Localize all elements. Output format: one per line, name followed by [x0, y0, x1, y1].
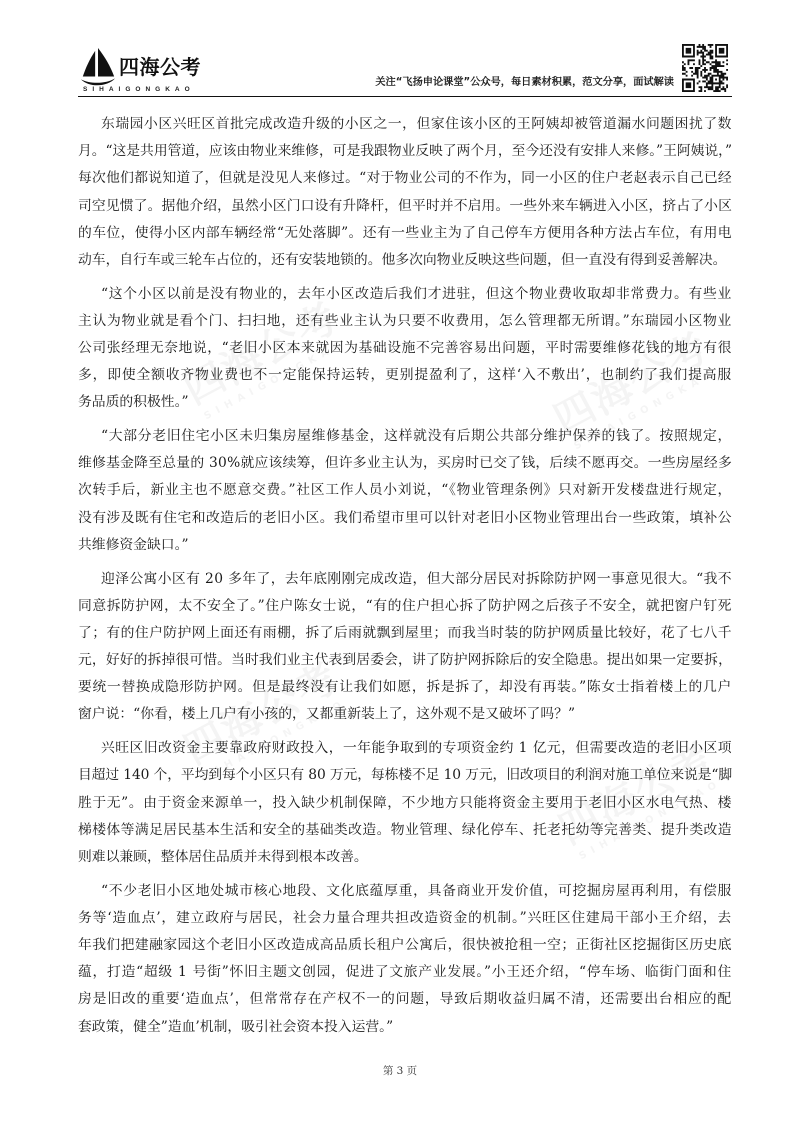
text-line: “大部分老旧住宅小区未归集房屋维修基金，这样就没有后期公共部分维护保养的钱了。按照规定， [101, 428, 732, 445]
text-line: 月。“这是共用管道，应该由物业来维修，可是我跟物业反映了两个月，至今还没有安排人来修。”王阿姨说，” [78, 143, 732, 160]
document-body [78, 111, 732, 1041]
text-line: 窗户说：“你看，楼上几户有小孩的，又都重新装上了，这外观不是又破坏了吗？” [78, 706, 575, 723]
text-line: 同意拆防护网，太不安全了。”住户陈女士说，“有的住户担心拆了防护网之后孩子不安全，就把窗户钉死 [78, 597, 732, 614]
paragraph-4 [78, 566, 732, 729]
text-line: 了；有的住户防护网上面还有雨棚，拆了后雨就飘到屋里；而我当时装的防护网质量比较好，花了七八千 [78, 624, 732, 641]
text-line: 公司张经理无奈地说，“老旧小区本来就因为基础设施不完善容易出问题，平时需要维修花钱的地方有很 [78, 340, 732, 356]
text-line: 套政策，健全”造血’机制，吸引社会资本投入运营。” [78, 1018, 394, 1035]
paragraph-2 [78, 281, 732, 417]
paragraph-1 [78, 111, 732, 274]
text-line: 兴旺区旧改资金主要靠政府财政投入，一年能争取到的专项资金约 1 亿元，但需要改造的老旧小区项 [101, 740, 732, 757]
text-line: 年我们把建融家园这个老旧小区改造成高品质长租户公寓后，很快被抢租一空；正街社区挖掘街区历史底 [78, 936, 732, 953]
text-line: 司空见惯了。据他介绍，虽然小区门口设有升降杆，但平时并不启用。一些外来车辆进入小区，挤占了小区 [78, 197, 732, 214]
paragraph-3 [78, 423, 732, 559]
text-line: 务等‘造血点’，建立政府与居民，社会力量合理共担改造资金的机制。”兴旺区住建局干部小王介绍，去 [78, 909, 732, 926]
text-line: 要统一替换成隐形防护网。但是最终没有让我们如愿，拆是拆了，却没有再装。”陈女士指着楼上的几户 [78, 679, 732, 696]
text-line: 维修基金降至总量的 30%就应该续筹，但许多业主认为，买房时已交了钱，后续不愿再交。一些房屋经多 [78, 455, 732, 472]
text-line: “这个小区以前是没有物业的，去年小区改造后我们才进驻，但这个物业费收取却非常费力。有些业 [101, 285, 732, 302]
text-line: 次转手后，新业主也不愿意交费。”社区工作人员小刘说，“《物业管理条例》只对新开发楼盘进行规定， [78, 482, 732, 499]
text-line: 东瑞园小区兴旺区首批完成改造升级的小区之一，但家住该小区的王阿姨却被管道漏水问题困扰了数 [101, 116, 732, 132]
logo-name: 四海公考 [119, 55, 201, 79]
page-number: 第 3 页 [382, 1065, 418, 1077]
text-line: 梯楼体等满足居民基本生活和安全的基础类改造。物业管理、绿化停车、托老托幼等完善类、提升类改造 [78, 821, 732, 838]
header-slogan: 关注“飞扬申论课堂”公众号，每日素材积累，范文分享，面试解读 [375, 77, 674, 88]
text-line: 没有涉及既有住宅和改造后的老旧小区。我们希望市里可以针对老旧小区物业管理出台一些政策，填补公 [78, 509, 732, 526]
text-line: 迎泽公寓小区有 20 多年了，去年底刚刚完成改造，但大部分居民对拆除防护网一事意见很大。“我不 [101, 570, 732, 587]
header-divider [78, 96, 732, 97]
text-line: 多，即使全额收齐物业费也不一定能保持运转，更别提盈利了，这样‘入不敷出’，也制约了我们提高服 [78, 367, 732, 384]
paragraph-6 [78, 878, 732, 1041]
text-line: 房是旧改的重要‘造血点’，但常常存在产权不一的问题，导致后期收益归属不清，还需要出台相应的配 [78, 991, 732, 1008]
logo-subtitle: SIHAIGONGKAO [83, 86, 195, 93]
text-line: 元，好好的拆掉很可惜。当时我们业主代表到居委会，讲了防护网拆除后的安全隐患。提出如果一定要拆， [78, 652, 732, 669]
text-line: 则难以兼顾，整体居住品质并未得到根本改善。 [78, 848, 368, 865]
text-line: 务品质的积极性。” [78, 394, 189, 411]
paragraph-5 [78, 735, 732, 871]
text-line: 每次他们都说知道了，但就是没见人来修过。“对于物业公司的不作为，同一小区的住户老赵表示自己已经 [78, 170, 732, 187]
text-line: 共维修资金缺口。” [78, 536, 189, 553]
text-line: 主认为物业就是看个门、扫扫地，还有些业主认为只要不收费用，怎么管理都无所谓。”东瑞园小区物业 [78, 312, 732, 329]
qr-code[interactable] [682, 44, 728, 92]
text-line: 蕴，打造“超级 1 号街”怀旧主题文创园，促进了文旅产业发展。”小王还介绍，“停车场、临街门面和住 [78, 964, 732, 981]
text-line: 胜于无”。由于资金来源单一，投入缺少机制保障，不少地方只能将资金主要用于老旧小区水电气热、楼 [78, 794, 732, 811]
text-line: 目超过 140 个，平均到每个小区只有 80 万元，每栋楼不足 10 万元，旧改项目的利润对施工单位来说是“脚 [78, 767, 732, 784]
text-line: 动车，自行车或三轮车占位的，还有安装地锁的。他多次向物业反映这些问题，但一直没有得到妥善解决。 [78, 251, 727, 268]
text-line: “不少老旧小区地处城市核心地段、文化底蕴厚重，具备商业开发价值，可挖掘房屋再利用，有偿服 [101, 882, 732, 899]
text-line: 的车位，使得小区内部车辆经常“无处落脚”。还有一些业主为了自己停车方便用各种方法占车位，有用电 [78, 224, 732, 241]
sailboat-logo-icon [79, 46, 117, 88]
